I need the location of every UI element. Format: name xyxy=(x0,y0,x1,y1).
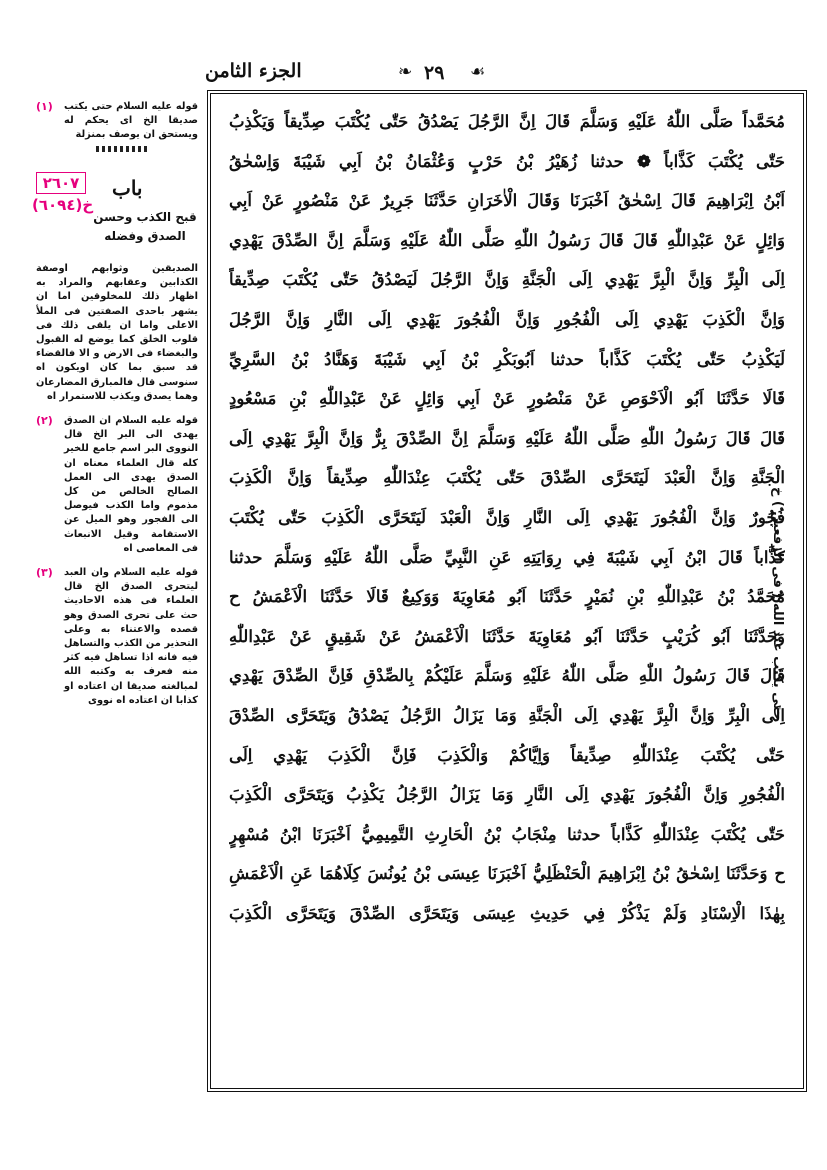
text-line: وَحَدَّثَنَا اَبُو كُرَيْبٍ حَدَّثَنَا اَبُو مُعَاوِيَةَ حَدَّثَنَا الْاَعْمَشُ عَنْ شَقِيقٍ عَنْ عَبْدِاللّٰهِ xyxy=(229,626,785,646)
text-line: اِلَى الْبِرِّ وَاِنَّ الْبِرَّ يَهْدِي اِلَى الْجَنَّةِ وَاِنَّ الرَّجُلَ لَيَصْدُقُ حَتّٰى يُكْتَبَ صِدِّيقاً xyxy=(229,270,785,290)
chapter-heading: باب xyxy=(112,176,143,200)
text-line: فُجُورٌ وَاِنَّ الْفُجُورَ يَهْدِي اِلَى النَّارِ وَاِنَّ الْعَبْدَ لَيَتَحَرَّى الْكَذِبَ حَتّٰى يُكْتَبَ xyxy=(229,507,785,527)
text-line: قَالَا حَدَّثَنَا اَبُو الْاَحْوَصِ عَنْ مَنْصُورٍ عَنْ اَبِي وَائِلٍ عَنْ عَبْدِاللّٰهِ بْنِ مَسْعُودٍ xyxy=(229,389,785,409)
footnote-number: (١) xyxy=(36,100,53,113)
text-line: وَائِلٍ عَنْ عَبْدِاللّٰهِ قَالَ قَالَ رَسُولُ اللّٰهِ صَلَّى اللّٰهُ عَلَيْهِ وَسَلَّمَ اِنَّ الصِّدْقَ يَهْدِي xyxy=(229,230,785,250)
footnote-2 xyxy=(36,414,198,556)
ornament-right-icon: ☙ xyxy=(470,62,486,82)
text-line: الْجَنَّةِ وَاِنَّ الْعَبْدَ لَيَتَحَرَّى الصِّدْقَ حَتّٰى يُكْتَبَ عِنْدَاللّٰهِ صِدِّيقاً وَاِنَّ الْكَذِبَ xyxy=(229,468,785,488)
text-line: قَالَ قَالَ رَسُولُ اللّٰهِ صَلَّى اللّٰهُ عَلَيْهِ وَسَلَّمَ اِنَّ الصِّدْقَ بِرٌّ وَاِنَّ الْبِرَّ يَهْدِي اِلَى xyxy=(229,428,785,448)
text-line: بِهٰذَا الْاِسْنَادِ وَلَمْ يَذْكُرْ فِي حَدِيثِ عِيسَى وَيَتَحَرَّى الصِّدْقَ وَيَتَحَرَّى الْكَذِبَ xyxy=(229,903,785,923)
chapter-commentary-text: الصديقين وثوابهم اوصفة الكذابين وعقابهم والمراد به اظهار ذلك للمخلوقين اما ان يشهر باحدى الصفتين فى الملأ الاعلى واما ان يلقى ذلك فى قلوب الخلق كما يوضع له القبول والبغضاء فى الارض و الا فالقضاء قد سبق بما كان اويكون اه سنوسى قال فالمبارق المضارعان وهما يصدق ويكذب للاستمرار اه xyxy=(36,263,198,402)
side-note-text: حتى يكتب عند الله ( فى الرفعين ) خ xyxy=(770,487,785,720)
text-line: مُحَمَّداً صَلَّى اللّٰهُ عَلَيْهِ وَسَلَّمَ قَالَ اِنَّ الرَّجُلَ يَصْدُقُ حَتّٰى يُكْتَبَ صِدِّيقاً وَيَكْذِبُ xyxy=(229,112,785,131)
text-line: اِلَى الْبِرِّ وَاِنَّ الْبِرَّ يَهْدِي اِلَى الْجَنَّةِ وَمَا يَزَالُ الرَّجُلُ يَصْدُقُ وَيَتَحَرَّى الصِّدْقَ xyxy=(229,705,785,725)
footnote-text: قوله عليه السلام ان الصدق يهدى الى البر الخ قال النووى البر اسم جامع للخير كله قال العلماء معناه ان الصدق يهدى الى العمل الصالح الخالص من كل مذموم واما الكذب فيوصل الى الفجور وهو الميل عن الاستقامة وقيل الانبعاث فى المعاصى اه xyxy=(64,415,198,554)
margin-notes xyxy=(36,100,198,155)
ornament-left-icon: ❧ xyxy=(398,62,413,82)
text-line: وَاِنَّ الْكَذِبَ يَهْدِي اِلَى الْفُجُورِ وَاِنَّ الْفُجُورَ يَهْدِي اِلَى النَّارِ وَاِنَّ الرَّجُلَ xyxy=(229,309,785,329)
footnote-number: (٢) xyxy=(36,414,53,428)
part-title: الجزء الثامن xyxy=(205,60,302,82)
footnote-number: (٣) xyxy=(36,566,53,580)
chapter-commentary xyxy=(36,262,198,404)
text-line: حَتّٰى يُكْتَبَ كَذَّاباً ❁ حدثنا زُهَيْرُ بْنُ حَرْبٍ وَعُثْمَانُ بْنُ اَبِي شَيْبَةَ وَاِسْحٰقُ xyxy=(229,151,785,171)
text-line: الْفُجُورِ وَاِنَّ الْفُجُورَ يَهْدِي اِلَى النَّارِ وَمَا يَزَالُ الرَّجُلُ يَكْذِبُ وَيَتَحَرَّى الْكَذِبَ xyxy=(229,785,785,805)
text-line: لَيَكْذِبُ حَتّٰى يُكْتَبَ كَذَّاباً حدثنا اَبُوبَكْرِ بْنُ اَبِي شَيْبَةَ وَهَنَّادُ بْنُ السَّرِيِّ xyxy=(229,349,785,369)
text-line: مُحَمَّدُ بْنُ عَبْدِاللّٰهِ بْنِ نُمَيْرٍ حَدَّثَنَا اَبُو مُعَاوِيَةَ وَوَكِيعٌ قَالَا حَدَّثَنَا الْاَعْمَشُ ح xyxy=(229,587,785,607)
page-number: ٢٩ xyxy=(424,62,445,84)
footnote-text: قوله عليه السلام حتى يكتب صديقا الخ اى يحكم له ويستحق ان يوصف بمنزلة xyxy=(64,101,198,141)
main-text-frame xyxy=(207,90,807,1092)
text-line: حَتّٰى يُكْتَبَ عِنْدَاللّٰهِ كَذَّاباً حدثنا مِنْجَابُ بْنُ الْحَارِثِ التَّمِيمِيُّ اَخْبَرَنَا ابْنُ مُسْهِرٍ xyxy=(229,824,785,844)
text-line: كَذَّاباً قَالَ ابْنُ اَبِي شَيْبَةَ فِي رِوَايَتِهِ عَنِ النَّبِيِّ صَلَّى اللّٰهُ عَلَيْهِ وَسَلَّمَ حدثنا xyxy=(229,547,785,567)
footnote-3 xyxy=(36,566,198,708)
footnote-1 xyxy=(36,100,198,143)
hadith-number-box: ٢٦٠٧ xyxy=(36,172,86,194)
hadith-cross-reference: خ(٦٠٩٤) xyxy=(32,196,94,214)
divider xyxy=(96,146,148,152)
margin-notes-lower xyxy=(36,262,198,708)
side-note xyxy=(755,420,785,720)
text-line: حَتّٰى يُكْتَبَ عِنْدَاللّٰهِ صِدِّيقاً وَاِيَّاكُمْ وَالْكَذِبَ فَاِنَّ الْكَذِبَ يَهْدِي اِلَى xyxy=(229,745,785,765)
chapter-title: قبح الكذب وحسن الصدق وفضله xyxy=(93,210,197,243)
footnote-text: قوله عليه السلام وان العبد ليتحرى الصدق الخ قال العلماء فى هذه الاحاديث حث على تحرى الصدق وهو قصده والاعتناء به وعلى التحذير من الكذب والتساهل فيه فانه اذا تساهل فيه كثر منه فعرف به وكتبه الله لمبالغته صديقا ان اعتاده او كذابا ان اعتاده اه نووى xyxy=(64,567,198,706)
text-line: اَبْنُ اِبْرَاهِيمَ قَالَ اِسْحٰقُ اَخْبَرَنَا وَقَالَ الْاٰخَرَانِ حَدَّثَنَا جَرِيرٌ عَنْ مَنْصُورٍ عَنْ اَبِي xyxy=(229,191,785,211)
text-line: قَالَ قَالَ رَسُولُ اللّٰهِ صَلَّى اللّٰهُ عَلَيْهِ وَسَلَّمَ عَلَيْكُمْ بِالصِّدْقِ فَاِنَّ الصِّدْقَ يَهْدِي xyxy=(229,666,785,686)
text-line: ح وَحَدَّثَنَا اِسْحٰقُ بْنُ اِبْرَاهِيمَ الْحَنْظَلِيُّ اَخْبَرَنَا عِيسَى بْنُ يُونُسَ كِلَاهُمَا عَنِ الْاَعْمَشِ xyxy=(229,864,785,884)
